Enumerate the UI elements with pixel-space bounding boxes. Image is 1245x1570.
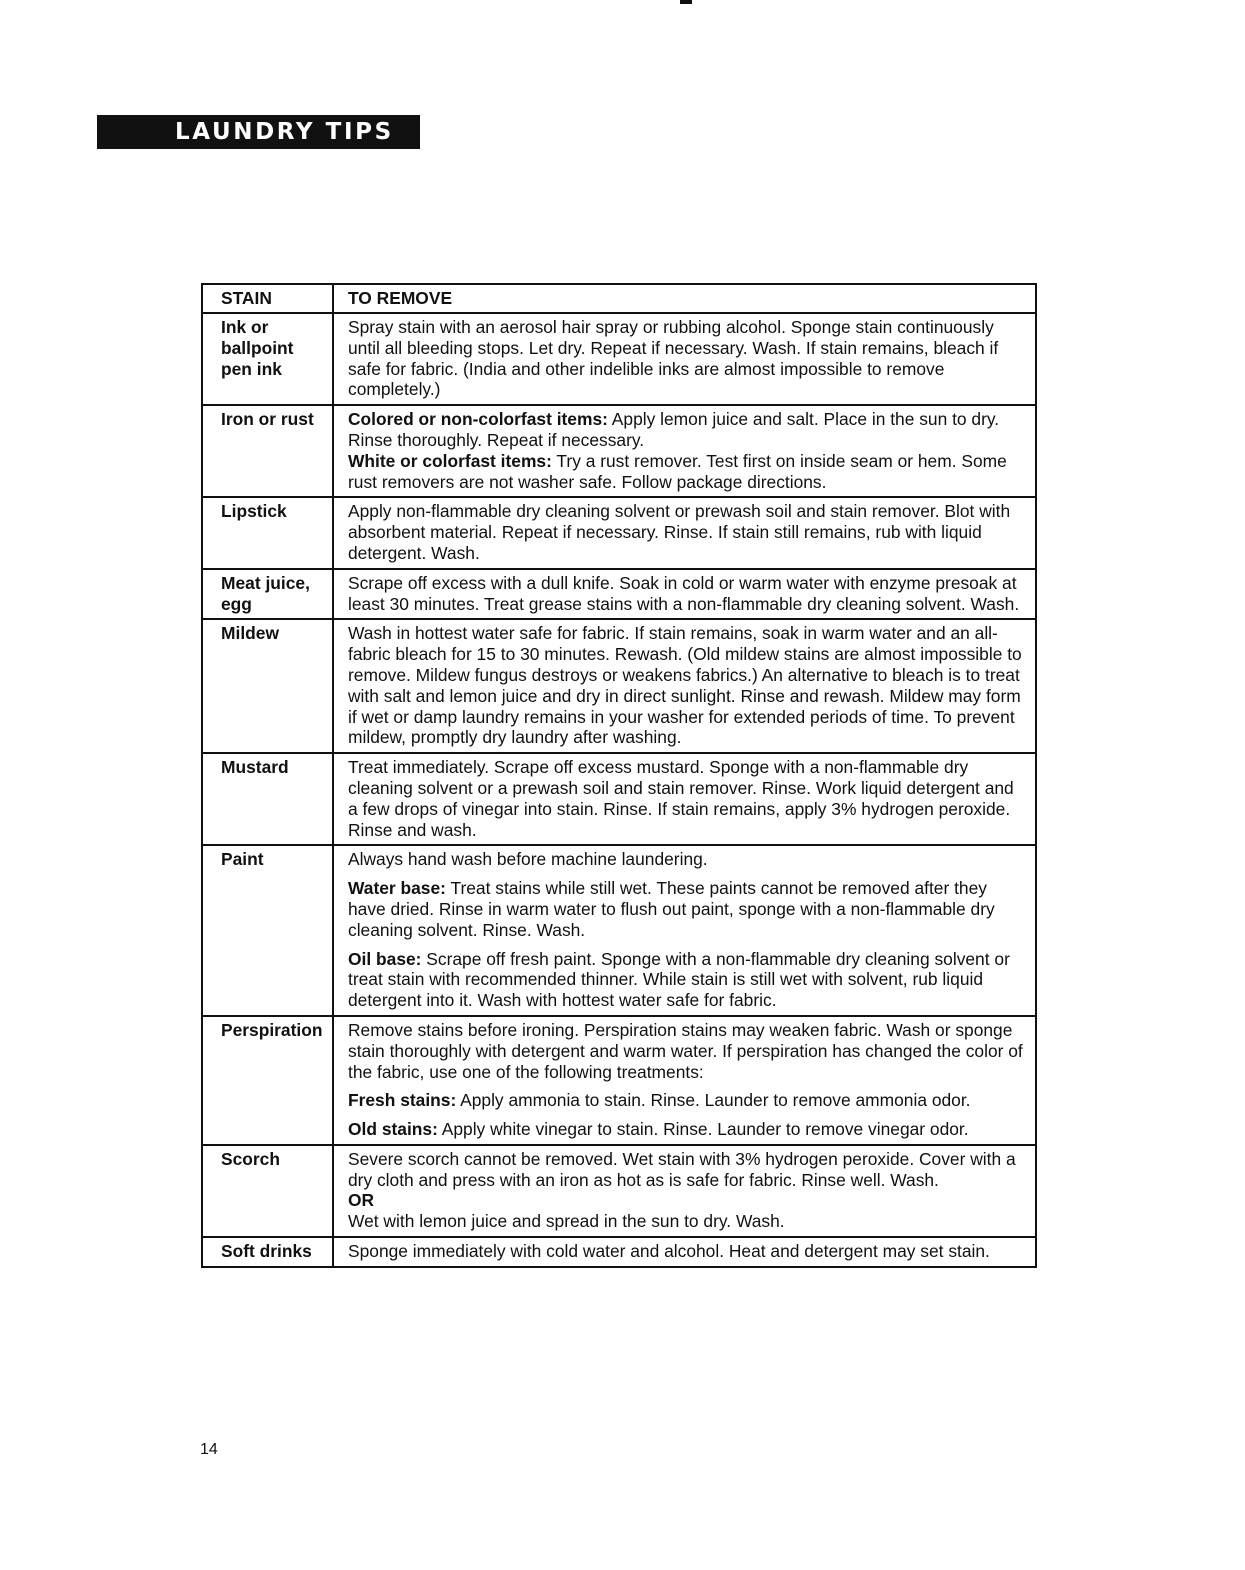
instruction-text: Sponge immediately with cold water and alcohol. Heat and detergent may set stain. [348,1241,990,1262]
instruction-paragraph [348,1119,1027,1140]
instruction-paragraph [348,1190,1027,1211]
instruction-text: Wash in hottest water safe for fabric. If stain remains, soak in warm water and an all-fabric bleach for 15 to 30 minutes. Rewash. (Old mildew stains are almost impossible to remove. Mildew fungus destroys or weakens fabrics.) An alternative to bleach is to treat with salt and lemon juice and dry in direct sunlight. Rinse and rewash. Mildew may form if wet or damp laundry remains in your washer for extended periods of time. To prevent mildew, promptly dry laundry after washing. [348,623,1022,748]
instruction-paragraph [348,1149,1027,1191]
instruction-paragraph [348,757,1027,840]
table-row [202,1016,1036,1145]
instruction-paragraph [348,623,1027,748]
stain-name: Lipstick [202,497,333,568]
instruction-text: Spray stain with an aerosol hair spray or rubbing alcohol. Sponge stain continuously until all bleeding stops. Let dry. Repeat if necessary. Wash. If stain remains, bleach if safe for fabric. (India and other indelible inks are almost impossible to remove completely.) [348,317,999,400]
instruction-text: Always hand wash before machine laundering. [348,849,708,870]
instruction-paragraph [348,949,1027,1011]
table-row [202,1145,1036,1237]
table-row [202,405,1036,497]
column-header-to-remove: TO REMOVE [333,284,1036,313]
page-number: 14 [200,1441,218,1458]
column-header-stain: STAIN [202,284,333,313]
instruction-paragraph [348,1211,1027,1232]
instruction-paragraph [348,1020,1027,1082]
removal-instructions [333,619,1036,753]
instruction-text: Try a rust remover. Test first on inside seam or hem. Some rust removers are not washer safe. Follow package directions. [348,450,1007,492]
table-row [202,313,1036,405]
instruction-text: Treat stains while still wet. These paints cannot be removed after they have dried. Rinse in warm water to flush out paint, sponge with a non-flammable dry cleaning solvent. Rinse. Wash. [348,878,995,940]
instruction-text: Wet with lemon juice and spread in the sun to dry. Wash. [348,1211,785,1232]
table-row [202,753,1036,845]
stain-removal-table [201,283,1037,1268]
stain-name: Ink or ballpoint pen ink [202,313,333,405]
instruction-text: Remove stains before ironing. Perspiration stains may weaken fabric. Wash or sponge stain thoroughly with detergent and warm water. If perspiration has changed the color of the fabric, use one of the following treatments: [348,1019,1023,1082]
instruction-text: Scrape off fresh paint. Sponge with a non-flammable dry cleaning solvent or treat stain with recommended thinner. While stain is still wet with solvent, rub liquid detergent into it. Wash with hottest water safe for fabric. [348,948,1010,1011]
instruction-paragraph [348,1090,1027,1111]
instruction-label: Colored or non-colorfast items: [348,409,608,430]
instruction-label: Oil base: [348,948,422,969]
instruction-label: Old stains: [348,1119,438,1140]
stain-name: Perspiration [202,1016,333,1145]
instruction-paragraph [348,409,1027,451]
stain-name: Mustard [202,753,333,845]
stain-name: Iron or rust [202,405,333,497]
instruction-paragraph [348,849,1027,870]
instruction-paragraph [348,451,1027,493]
instruction-paragraph [348,878,1027,940]
section-header: LAUNDRY TIPS [97,115,420,149]
table-header-row [202,284,1036,313]
instruction-text: Scrape off excess with a dull knife. Soak in cold or warm water with enzyme presoak at least 30 minutes. Treat grease stains with a non-flammable dry cleaning solvent. Wash. [348,572,1020,614]
instruction-text: Apply white vinegar to stain. Rinse. Launder to remove vinegar odor. [441,1119,969,1140]
removal-instructions [333,1145,1036,1237]
table-row [202,1237,1036,1267]
instruction-label: White or colorfast items: [348,450,552,471]
instruction-text: Apply ammonia to stain. Rinse. Launder to remove ammonia odor. [460,1090,971,1111]
instruction-paragraph [348,501,1027,563]
removal-instructions [333,1016,1036,1145]
instruction-text: Apply non-flammable dry cleaning solvent or prewash soil and stain remover. Blot with absorbent material. Repeat if necessary. Rinse. If stain still remains, rub with liquid detergent. Wash. [348,501,1011,563]
table-row [202,619,1036,753]
instruction-paragraph [348,1241,1027,1262]
removal-instructions [333,313,1036,405]
removal-instructions [333,405,1036,497]
removal-instructions [333,497,1036,568]
stain-name: Meat juice, egg [202,569,333,620]
stain-name: Mildew [202,619,333,753]
table-row [202,845,1036,1016]
removal-instructions [333,569,1036,620]
instruction-text: Severe scorch cannot be removed. Wet stain with 3% hydrogen peroxide. Cover with a dry cloth and press with an iron as hot as is safe for fabric. Rinse well. Wash. [348,1148,1016,1190]
table-row [202,569,1036,620]
instruction-label: OR [348,1190,375,1211]
instruction-text: Treat immediately. Scrape off excess mustard. Sponge with a non-flammable dry cleaning solvent or a prewash soil and stain remover. Rinse. Work liquid detergent and a few drops of vinegar into stain. Rinse. If stain remains, apply 3% hydrogen peroxide. Rinse and wash. [348,757,1014,840]
instruction-paragraph [348,317,1027,400]
scan-mark [680,0,692,4]
removal-instructions [333,753,1036,845]
stain-name: Scorch [202,1145,333,1237]
stain-name: Paint [202,845,333,1016]
instruction-label: Water base: [348,878,446,899]
stain-name: Soft drinks [202,1237,333,1267]
removal-instructions [333,1237,1036,1267]
table-row [202,497,1036,568]
instruction-paragraph [348,573,1027,615]
instruction-label: Fresh stains: [348,1090,457,1111]
instruction-text: Apply lemon juice and salt. Place in the sun to dry. Rinse thoroughly. Repeat if necessary. [348,409,1000,450]
removal-instructions [333,845,1036,1016]
